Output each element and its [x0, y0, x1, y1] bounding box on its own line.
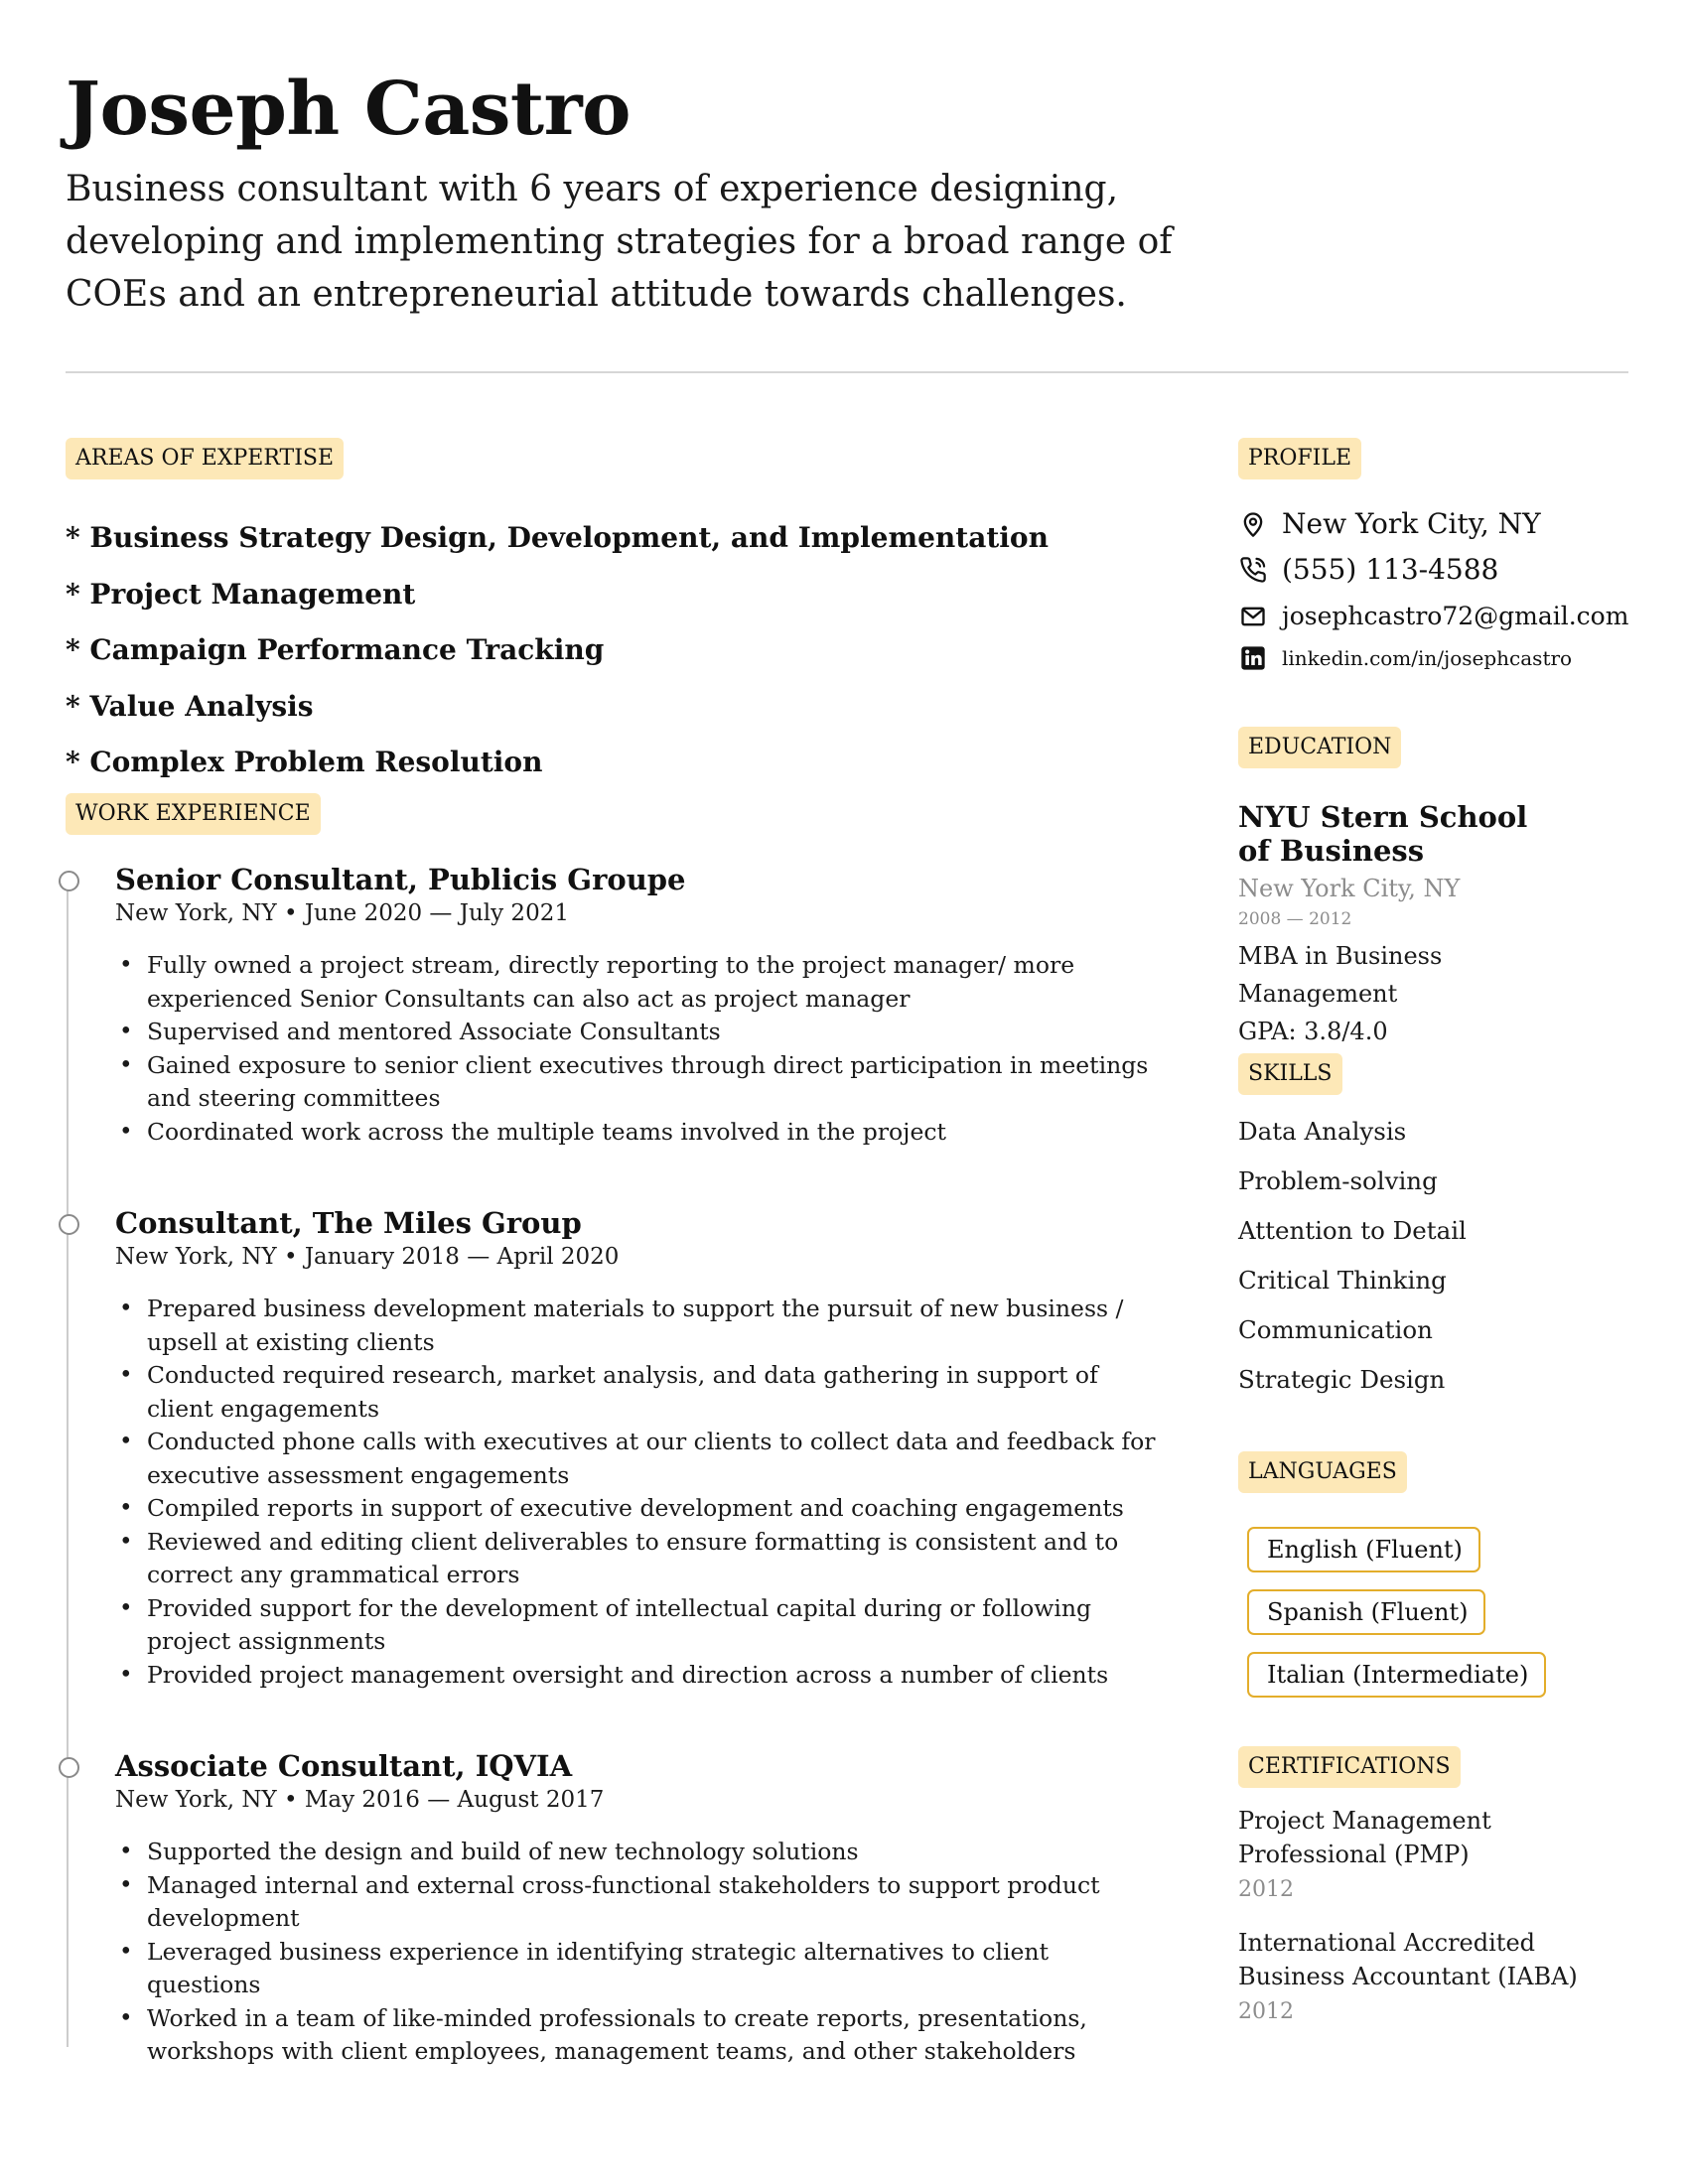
job-bullets: [115, 1836, 1168, 2069]
expertise-item: * Complex Problem Resolution: [66, 746, 543, 778]
job-meta: New York, NY • June 2020 — July 2021: [115, 900, 569, 926]
school-location: New York City, NY: [1238, 875, 1461, 902]
job-bullet: • Conducted phone calls with executives at our clients to collect data and feedback for executive assessment engagements: [115, 1426, 1168, 1492]
job-entry: [115, 862, 1168, 1149]
skill-item: Attention to Detail: [1238, 1216, 1467, 1245]
job-bullet: • Provided support for the development of intellectual capital during or following project assignments: [115, 1592, 1168, 1659]
skills-heading: SKILLS: [1238, 1053, 1342, 1095]
languages-heading: LANGUAGES: [1238, 1451, 1407, 1493]
job-bullet: • Worked in a team of like-minded professionals to create reports, presentations, workshops with client employees, management teams, and other stakeholders: [115, 2002, 1168, 2069]
expertise-item: * Business Strategy Design, Development, and Implementation: [66, 521, 1049, 554]
education-years: 2008 — 2012: [1238, 909, 1352, 929]
certification-name: Project Management Professional (PMP): [1238, 1807, 1491, 1868]
gpa: GPA: 3.8/4.0: [1238, 1018, 1388, 1045]
timeline-dot: [59, 871, 79, 891]
job-bullets: [115, 949, 1168, 1149]
job-title: Senior Consultant, Publicis Groupe: [115, 863, 686, 896]
job-bullet: • Gained exposure to senior client executives through direct participation in meetings and steering committees: [115, 1049, 1168, 1116]
job-bullet: • Prepared business development materials to support the pursuit of new business / upsell at existing clients: [115, 1293, 1168, 1359]
language-pill: English (Fluent): [1247, 1527, 1480, 1572]
contact-email: [1238, 601, 1628, 632]
job-bullet: • Supported the design and build of new technology solutions: [115, 1836, 1168, 1869]
phone-link[interactable]: (555) 113-4588: [1282, 553, 1499, 586]
areas-of-expertise-heading: AREAS OF EXPERTISE: [66, 438, 344, 479]
certification-entry: [1238, 1926, 1640, 2031]
skill-item: Communication: [1238, 1315, 1433, 1344]
skills-list: [1238, 1107, 1635, 1405]
linkedin-link[interactable]: linkedin.com/in/josephcastro: [1282, 646, 1573, 670]
profile-heading: PROFILE: [1238, 438, 1361, 479]
job-bullet: • Leveraged business experience in identifying strategic alternatives to client questions: [115, 1936, 1168, 2002]
job-bullet: • Managed internal and external cross-functional stakeholders to support product development: [115, 1869, 1168, 1936]
education-entry: [1238, 800, 1556, 1050]
job-meta: New York, NY • May 2016 — August 2017: [115, 1787, 605, 1813]
job-bullet: • Supervised and mentored Associate Consultants: [115, 1016, 1168, 1049]
email-link[interactable]: josephcastro72@gmail.com: [1282, 602, 1629, 630]
job-meta: New York, NY • January 2018 — April 2020: [115, 1244, 620, 1270]
timeline-line: [67, 884, 69, 2047]
expertise-item: * Project Management: [66, 577, 416, 611]
job-entry: [115, 1205, 1168, 1692]
header-divider: [66, 371, 1628, 373]
expertise-item: * Value Analysis: [66, 689, 314, 723]
skill-item: Data Analysis: [1238, 1117, 1407, 1146]
job-bullets: [115, 1293, 1168, 1692]
job-bullet: • Coordinated work across the multiple teams involved in the project: [115, 1116, 1168, 1150]
expertise-list: [66, 510, 1049, 791]
timeline-dot: [59, 1757, 79, 1778]
contact-phone: [1238, 553, 1498, 587]
certification-year: 2012: [1238, 1999, 1294, 2024]
certification-year: 2012: [1238, 1877, 1294, 1902]
certification-entry: [1238, 1804, 1640, 1909]
certification-name: International Accredited Business Accountant (IABA): [1238, 1929, 1578, 1990]
expertise-item: * Campaign Performance Tracking: [66, 633, 605, 666]
certifications-heading: CERTIFICATIONS: [1238, 1746, 1461, 1788]
work-experience-heading: WORK EXPERIENCE: [66, 793, 321, 835]
job-entry: [115, 1748, 1168, 2069]
skill-item: Critical Thinking: [1238, 1266, 1447, 1295]
candidate-name: Joseph Castro: [66, 67, 631, 152]
timeline-dot: [59, 1214, 79, 1235]
location-text: New York City, NY: [1282, 507, 1541, 540]
job-title: Consultant, The Miles Group: [115, 1206, 582, 1240]
language-pill: Spanish (Fluent): [1247, 1589, 1485, 1635]
job-bullet: • Compiled reports in support of executive development and coaching engagements: [115, 1492, 1168, 1526]
school-name: NYU Stern School of Business: [1238, 800, 1528, 868]
linkedin-icon: [1238, 643, 1268, 673]
summary: Business consultant with 6 years of experience designing, developing and implementing strategies for a broad range of COEs and an entrepreneurial attitude towards challenges.: [66, 169, 1173, 315]
job-bullet: • Reviewed and editing client deliverables to ensure formatting is consistent and to correct any grammatical errors: [115, 1526, 1168, 1592]
language-pill: Italian (Intermediate): [1247, 1652, 1546, 1698]
location-pin-icon: [1238, 509, 1268, 539]
job-bullet: • Conducted required research, market analysis, and data gathering in support of client engagements: [115, 1359, 1168, 1426]
education-heading: EDUCATION: [1238, 727, 1401, 768]
job-bullet: • Provided project management oversight and direction across a number of clients: [115, 1659, 1168, 1693]
contact-linkedin: [1238, 643, 1572, 673]
job-bullet: • Fully owned a project stream, directly reporting to the project manager/ more experienced Senior Consultants can also act as project manager: [115, 949, 1168, 1016]
degree: MBA in Business Management: [1238, 942, 1443, 1008]
mail-icon: [1238, 602, 1268, 631]
skill-item: Strategic Design: [1238, 1365, 1446, 1394]
job-title: Associate Consultant, IQVIA: [115, 1749, 573, 1783]
skill-item: Problem-solving: [1238, 1166, 1438, 1195]
contact-location: [1238, 507, 1541, 541]
phone-icon: [1238, 555, 1268, 585]
